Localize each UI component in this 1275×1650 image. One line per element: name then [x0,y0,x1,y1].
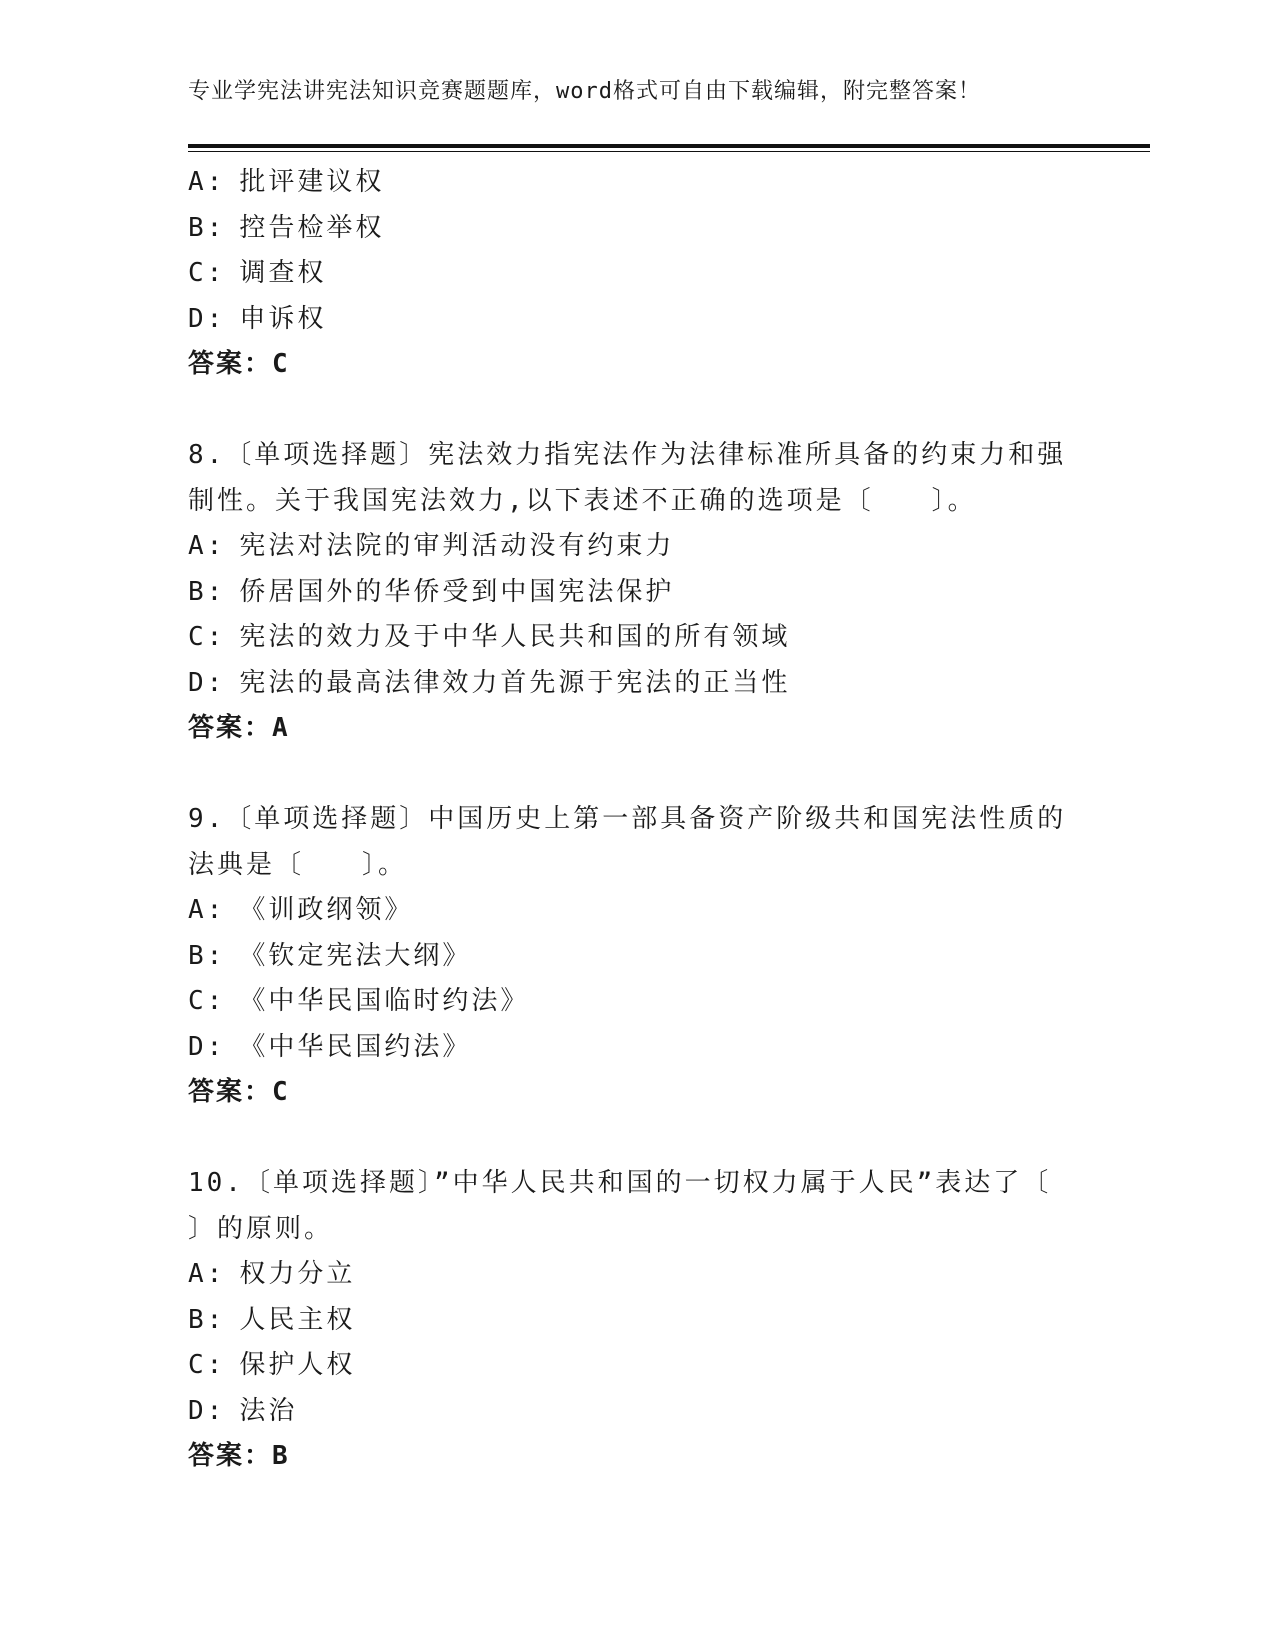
option-b: B: 人民主权 [188,1304,356,1335]
question-10 [188,1161,1068,1480]
option-d: D: 申诉权 [188,303,327,334]
option-a: A: 宪法对法院的审判活动没有约束力 [188,531,675,561]
answer: 答案：C [188,1077,290,1107]
option-b: B: 控告检举权 [188,212,385,243]
question-stem: 9.〔单项选择题〕中国历史上第一部具备资产阶级共和国宪法性质的 [188,804,1067,834]
page-header: 专业学宪法讲宪法知识竞赛题题库，word格式可自由下载编辑，附完整答案！ [188,79,981,104]
option-d: D: 宪法的最高法律效力首先源于宪法的正当性 [188,667,791,698]
question-stem: 制性。关于我国宪法效力,以下表述不正确的选项是〔 〕。 [188,485,977,516]
question-9 [188,797,1068,1116]
option-c: C: 调查权 [188,258,327,288]
option-c: C: 《中华民国临时约法》 [188,986,530,1016]
option-b: B: 《钦定宪法大纲》 [188,940,472,971]
option-c: C: 保护人权 [188,1350,356,1380]
option-b: B: 侨居国外的华侨受到中国宪法保护 [188,576,675,607]
option-a: A: 权力分立 [188,1259,356,1289]
header-rule-thick [188,144,1150,148]
header-rule-thin [188,151,1150,152]
question-stem: 8.〔单项选择题〕宪法效力指宪法作为法律标准所具备的约束力和强 [188,440,1067,470]
spacer [188,388,1068,434]
option-d: D: 法治 [188,1395,298,1426]
spacer [188,1116,1068,1162]
question-8 [188,433,1068,752]
option-a: A: 批评建议权 [188,167,385,197]
answer: 答案：C [188,349,290,379]
answer: 答案：A [188,713,290,743]
option-d: D: 《中华民国约法》 [188,1031,472,1062]
option-a: A: 《训政纲领》 [188,895,414,925]
spacer [188,752,1068,798]
answer: 答案：B [188,1441,290,1471]
question-list [188,160,1068,1480]
question-stem: 10.〔单项选择题〕”中华人民共和国的一切权力属于人民”表达了〔 [188,1168,1052,1198]
question-stem: 〕的原则。 [188,1213,334,1244]
option-c: C: 宪法的效力及于中华人民共和国的所有领域 [188,622,791,652]
question-stem: 法典是〔 〕。 [188,849,408,880]
question-7 [188,160,1068,388]
